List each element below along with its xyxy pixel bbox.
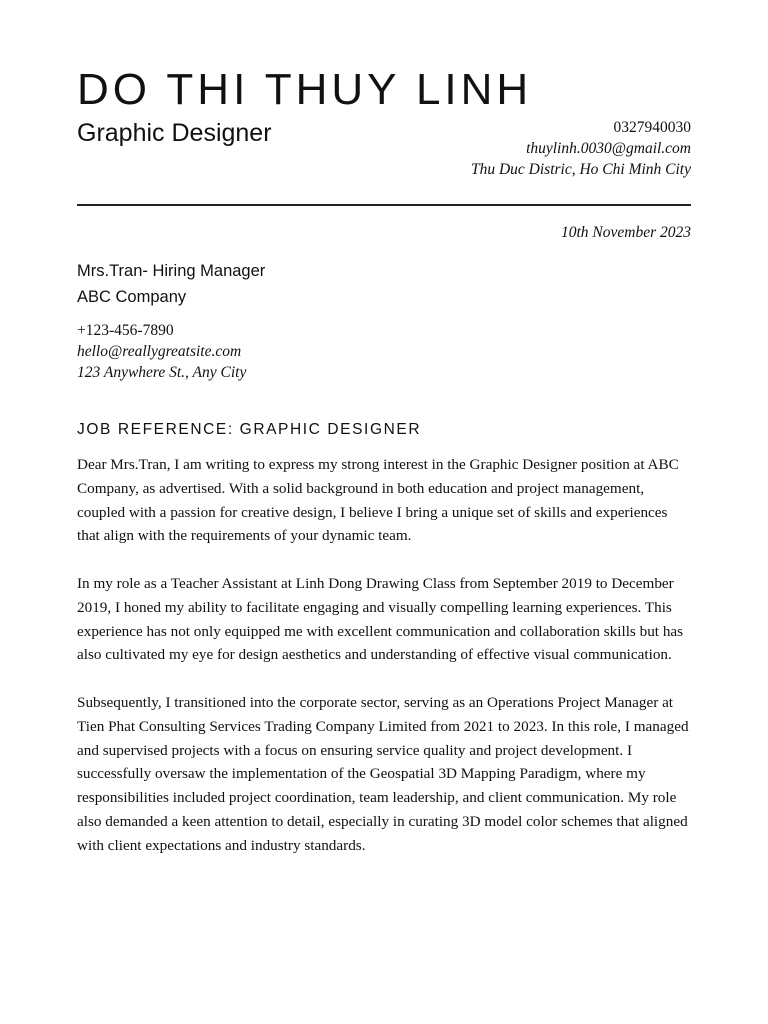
recipient-phone: +123-456-7890 (77, 322, 174, 339)
letter-date: 10th November 2023 (560, 224, 691, 241)
sender-contact (471, 117, 691, 180)
sender-email: thuylinh.0030@gmail.com (526, 140, 691, 157)
body-paragraph: Dear Mrs.Tran, I am writing to express my strong interest in the Graphic Designer position at ABC Company, as advertised. With a solid background in both education and project management, coupled with a passion for creative design, I believe I bring a unique set of skills and experiences that align with the requirements of your dynamic team. (77, 456, 679, 545)
sender-phone: 0327940030 (613, 119, 691, 136)
recipient-block (77, 258, 265, 310)
job-reference: JOB REFERENCE: GRAPHIC DESIGNER (77, 421, 422, 438)
letter-body (77, 453, 693, 881)
recipient-email: hello@reallygreatsite.com (77, 343, 242, 360)
body-paragraph: Subsequently, I transitioned into the corporate sector, serving as an Operations Project Manager at Tien Phat Consulting Services Trading Company Limited from 2021 to 2023. In this role, I managed and supervised projects with a focus on ensuring service quality and project development. I successfully oversaw the implementation of the Geospatial 3D Mapping Paradigm, where my responsibilities included project coordination, team leadership, and client communication. My role also demanded a keen attention to detail, especially in curating 3D model color schemes that aligned with client expectations and industry standards. (77, 693, 689, 854)
recipient-name: Mrs.Tran- Hiring Manager (77, 262, 266, 280)
recipient-contact (77, 320, 246, 383)
sender-name: DO THI THUY LINH (77, 65, 533, 114)
recipient-company: ABC Company (77, 288, 187, 306)
sender-address: Thu Duc Distric, Ho Chi Minh City (470, 161, 691, 178)
sender-role: Graphic Designer (77, 119, 272, 147)
recipient-address: 123 Anywhere St., Any City (77, 364, 247, 381)
header-divider (77, 204, 691, 206)
body-paragraph: In my role as a Teacher Assistant at Linh Dong Drawing Class from September 2019 to December 2019, I honed my ability to facilitate engaging and visually compelling learning experiences. This experience has not only equipped me with excellent communication and collaboration skills but has also cultivated my eye for design aesthetics and understanding of effective visual communication. (77, 574, 684, 664)
